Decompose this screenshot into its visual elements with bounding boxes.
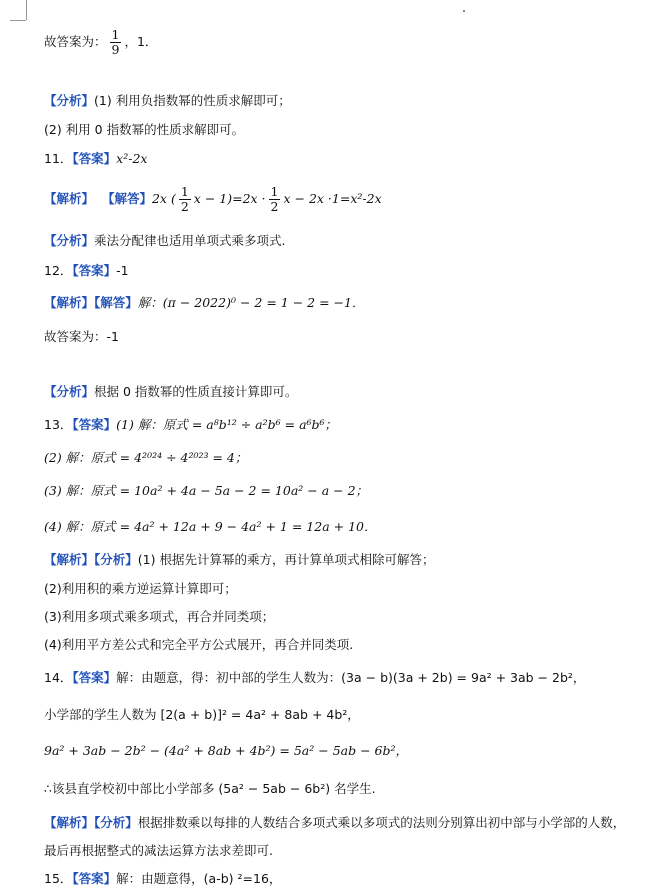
solution-tag: 【解析】【解答】 — [44, 295, 138, 310]
analysis-tag: 【解析】【分析】 — [44, 552, 138, 567]
answer-tag: 【答案】 — [72, 417, 117, 432]
answer-text: 解：由题意，得：初中部的学生人数为：(3a − b)(3a + 2b) = 9a² + 3ab − 2b²， — [116, 670, 586, 685]
solution-tag: 【解析】 — [44, 191, 95, 206]
solution-text: 解：(π − 2022)⁰ − 2 = 1 − 2 = −1． — [137, 295, 365, 310]
question-number: 15． — [44, 871, 73, 886]
expr-part-a: 2x ( — [151, 191, 176, 206]
question-number: 14． — [44, 670, 73, 685]
question-14-line-2 — [44, 706, 360, 724]
question-12-conclusion — [44, 328, 119, 346]
question-number: 13． — [44, 417, 73, 432]
question-14-analysis-1 — [44, 814, 625, 832]
answer-text: (2) 解：原式 = 4²⁰²⁴ ÷ 4²⁰²³ = 4； — [44, 450, 248, 465]
question-14-analysis-2 — [44, 842, 273, 860]
answer-text: -1 — [116, 263, 129, 278]
question-11-analysis — [44, 232, 286, 250]
analysis-text: (2)利用积的乘方逆运算计算即可； — [44, 581, 237, 596]
analysis-line-2 — [44, 121, 244, 139]
question-14-line-4 — [44, 780, 376, 798]
answer-suffix: ，1． — [124, 34, 158, 49]
answer-tag: 【答案】 — [72, 670, 117, 685]
question-14-line-3 — [44, 742, 408, 760]
analysis-tag: 【分析】 — [44, 233, 95, 248]
question-13-analysis-2 — [44, 580, 237, 598]
answer-text: ∴该县直学校初中部比小学部多 (5a² − 5ab − 6b²) 名学生. — [44, 781, 376, 796]
question-number: 12． — [44, 263, 73, 278]
question-12-answer — [44, 262, 129, 280]
question-11-answer — [44, 150, 147, 168]
answer-line-10 — [44, 28, 157, 57]
answer-text: 解：由题意得，(a-b) ²=16， — [116, 871, 282, 886]
analysis-text: (3)利用多项式乘多项式，再合并同类项； — [44, 609, 275, 624]
answer-text: (1) 解：原式 = a⁸b¹² ÷ a²b⁶ = a⁶b⁶； — [116, 417, 338, 432]
question-number: 11． — [44, 151, 73, 166]
question-12-solution — [44, 292, 364, 314]
answer-tag: 【答案】 — [72, 151, 117, 166]
expr-part-c: x − 2x ·1=x²-2x — [283, 191, 382, 206]
fraction-one-half-a — [179, 185, 191, 214]
fraction-one-half-b — [269, 185, 281, 214]
question-13-answer-3 — [44, 482, 368, 500]
fraction-numerator: 1 — [180, 184, 189, 199]
question-13-analysis-3 — [44, 608, 274, 626]
answer-text: (4) 解：原式 = 4a² + 12a + 9 − 4a² + 1 = 12a + 10． — [44, 519, 377, 534]
analysis-text: (4)利用平方差公式和完全平方公式展开，再合并同类项. — [44, 637, 354, 652]
analysis-text: (1) 根据先计算幂的乘方，再计算单项式相除可解答； — [137, 552, 435, 567]
analysis-line-1 — [44, 92, 291, 110]
question-15-answer — [44, 870, 281, 888]
analysis-text: 乘法分配律也适用单项式乘多项式. — [94, 233, 286, 248]
answer-tag: 【答案】 — [72, 263, 117, 278]
question-13-analysis-4 — [44, 636, 353, 654]
analysis-tag: 【分析】 — [44, 384, 95, 399]
question-11-solution — [44, 183, 382, 215]
page-dot — [463, 10, 465, 12]
page-corner-mark-horizontal — [10, 20, 26, 21]
analysis-text: 根据排数乘以每排的人数结合多项式乘以多项式的法则分别算出初中部与小学部的人数， — [137, 815, 626, 830]
analysis-tag: 【分析】 — [44, 93, 95, 108]
analysis-tag: 【解析】【分析】 — [44, 815, 138, 830]
analysis-text: (2) 利用 0 指数幂的性质求解即可。 — [44, 122, 245, 137]
analysis-text: 根据 0 指数幂的性质直接计算即可。 — [94, 384, 298, 399]
answer-text: (3) 解：原式 = 10a² + 4a − 5a − 2 = 10a² − a − 2； — [44, 483, 369, 498]
answer-text: x²-2x — [116, 151, 148, 166]
page-corner-mark-vertical — [26, 0, 27, 20]
answer-tag: 【答案】 — [72, 871, 117, 886]
analysis-text: 最后再根据整式的减法运算方法求差即可. — [44, 843, 273, 858]
analysis-text: (1) 利用负指数幂的性质求解即可； — [94, 93, 291, 108]
answer-text: 小学部的学生人数为 [2(a + b)]² = 4a² + 8ab + 4b²， — [44, 707, 360, 722]
fraction-denominator: 2 — [180, 199, 189, 214]
fraction-denominator: 2 — [270, 199, 279, 214]
expr-part-b: x − 1)=2x · — [193, 191, 266, 206]
answer-text: 9a² + 3ab − 2b² − (4a² + 8ab + 4b²) = 5a² − 5ab − 6b²， — [44, 743, 408, 758]
fraction-one-ninth — [110, 28, 122, 57]
question-12-analysis — [44, 383, 297, 401]
conclusion-text: 故答案为：-1 — [44, 329, 119, 344]
question-13-analysis-1 — [44, 551, 434, 569]
question-13-answer-4 — [44, 518, 376, 536]
solved-tag: 【解答】 — [101, 191, 152, 206]
fraction-numerator: 1 — [270, 184, 279, 199]
question-13-answer-1 — [44, 416, 337, 434]
fraction-denominator: 9 — [111, 42, 120, 57]
answer-prefix: 故答案为： — [44, 34, 107, 49]
fraction-numerator: 1 — [111, 27, 120, 42]
question-14-answer — [44, 669, 585, 687]
question-13-answer-2 — [44, 449, 247, 467]
